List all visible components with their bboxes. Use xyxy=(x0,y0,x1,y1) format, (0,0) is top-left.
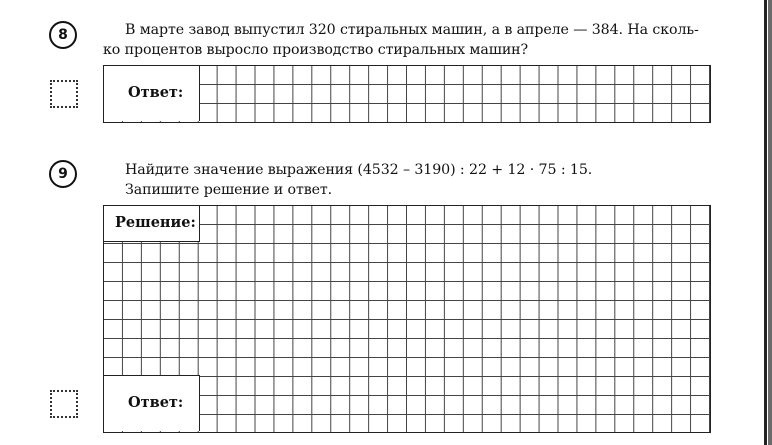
page-edge-shadow xyxy=(768,0,772,445)
task-9-solution-label: Решение: xyxy=(115,214,196,231)
task-8-answer-grid[interactable] xyxy=(103,65,711,123)
task-9-text-line-2: Запишите решение и ответ. xyxy=(125,182,333,198)
task-8-number: 8 xyxy=(49,21,77,49)
task-9-solution-grid[interactable] xyxy=(103,205,711,433)
page-edge xyxy=(764,0,767,445)
task-8-text-line-2: ко процентов выросло производство стиральных машин? xyxy=(103,42,529,58)
task-8-answer-label: Ответ: xyxy=(128,84,184,101)
task-9-number: 9 xyxy=(49,160,77,188)
task-9-answer-label: Ответ: xyxy=(128,394,184,411)
task-9-score-box[interactable] xyxy=(50,390,78,418)
task-8-score-box[interactable] xyxy=(50,80,78,108)
task-9-text-line-1: Найдите значение выражения (4532 – 3190) : 22 + 12 · 75 : 15. xyxy=(125,162,593,178)
task-8-text-line-1: В марте завод выпустил 320 стиральных машин, а в апреле — 384. На сколь- xyxy=(125,22,699,38)
